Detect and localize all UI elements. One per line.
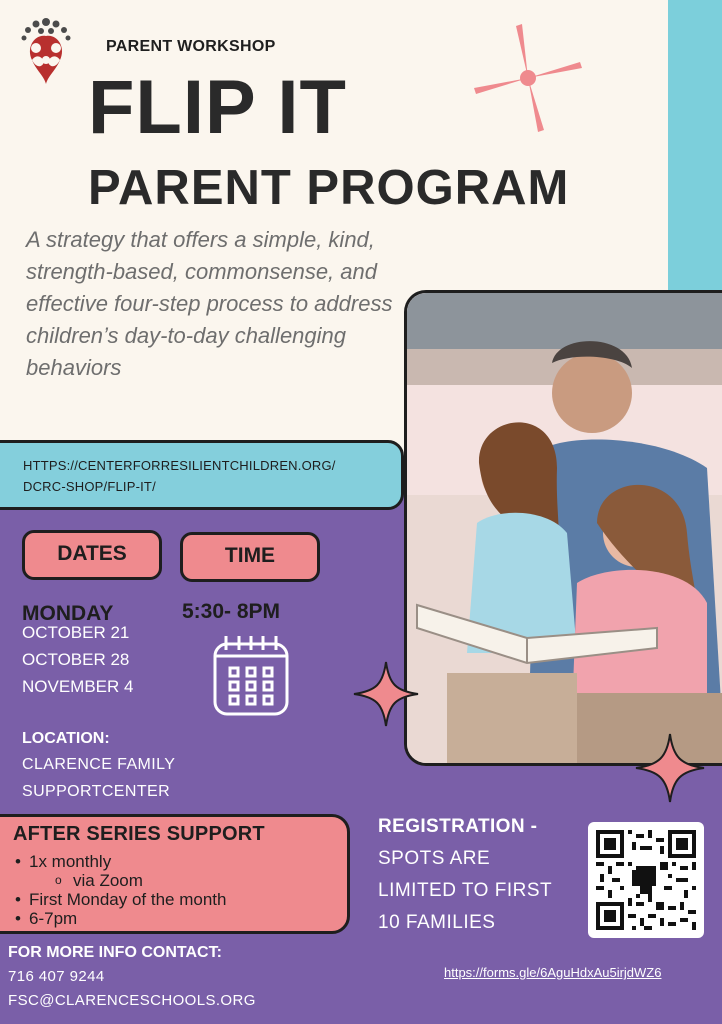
contact-email[interactable]: FSC@CLARENCESCHOOLS.ORG: [8, 992, 256, 1009]
program-url-link[interactable]: [0, 440, 404, 510]
date-item: OCTOBER 28: [22, 650, 130, 669]
family-reading-photo: [404, 290, 722, 766]
qr-code[interactable]: [588, 822, 704, 938]
registration-line: SPOTS ARE: [378, 848, 491, 869]
registration-form-link[interactable]: https://forms.gle/6AguHdxAu5irjdWZ6: [444, 965, 662, 980]
contact-phone[interactable]: 716 407 9244: [8, 968, 105, 985]
date-item: OCTOBER 21: [22, 623, 130, 642]
family-logo-icon: [14, 14, 78, 98]
teal-corner-strip: [668, 0, 722, 290]
dates-label: DATES: [22, 530, 162, 580]
location-label: LOCATION:: [22, 730, 110, 747]
contact-label: FOR MORE INFO CONTACT:: [8, 944, 222, 961]
time-value: 5:30- 8PM: [182, 600, 281, 623]
url-line-2: DCRC-SHOP/FLIP-IT/: [23, 479, 156, 494]
eyebrow-label: PARENT WORKSHOP: [106, 38, 276, 55]
registration-title: REGISTRATION -: [378, 816, 538, 837]
registration-line: 10 FAMILIES: [378, 912, 496, 933]
page-subtitle: PARENT PROGRAM: [88, 161, 570, 215]
location-line: SUPPORTCENTER: [22, 783, 171, 800]
location-line: CLARENCE FAMILY: [22, 756, 176, 773]
url-line-1: HTTPS://CENTERFORRESILIENTCHILDREN.ORG/: [23, 458, 336, 473]
support-item: • 6-7pm: [13, 909, 347, 928]
support-item: • First Monday of the month: [13, 890, 347, 909]
star-icon: [352, 660, 420, 728]
sparkle-icon: [472, 22, 584, 134]
star-icon: [634, 732, 706, 804]
page-title: FLIP IT: [88, 65, 347, 150]
day-label: MONDAY: [22, 602, 114, 625]
after-series-support-box: [0, 814, 350, 934]
time-label: TIME: [180, 532, 320, 582]
date-item: NOVEMBER 4: [22, 677, 134, 696]
program-description: A strategy that offers a simple, kind, strength-based, commonsense, and effective four-step process to address children’s day-to-day challenging behaviors: [26, 227, 393, 380]
support-title: AFTER SERIES SUPPORT: [13, 823, 265, 845]
support-subitem: o via Zoom: [13, 871, 347, 890]
support-item: • 1x monthly: [13, 852, 347, 871]
calendar-icon: [212, 632, 290, 718]
registration-line: LIMITED TO FIRST: [378, 880, 553, 901]
